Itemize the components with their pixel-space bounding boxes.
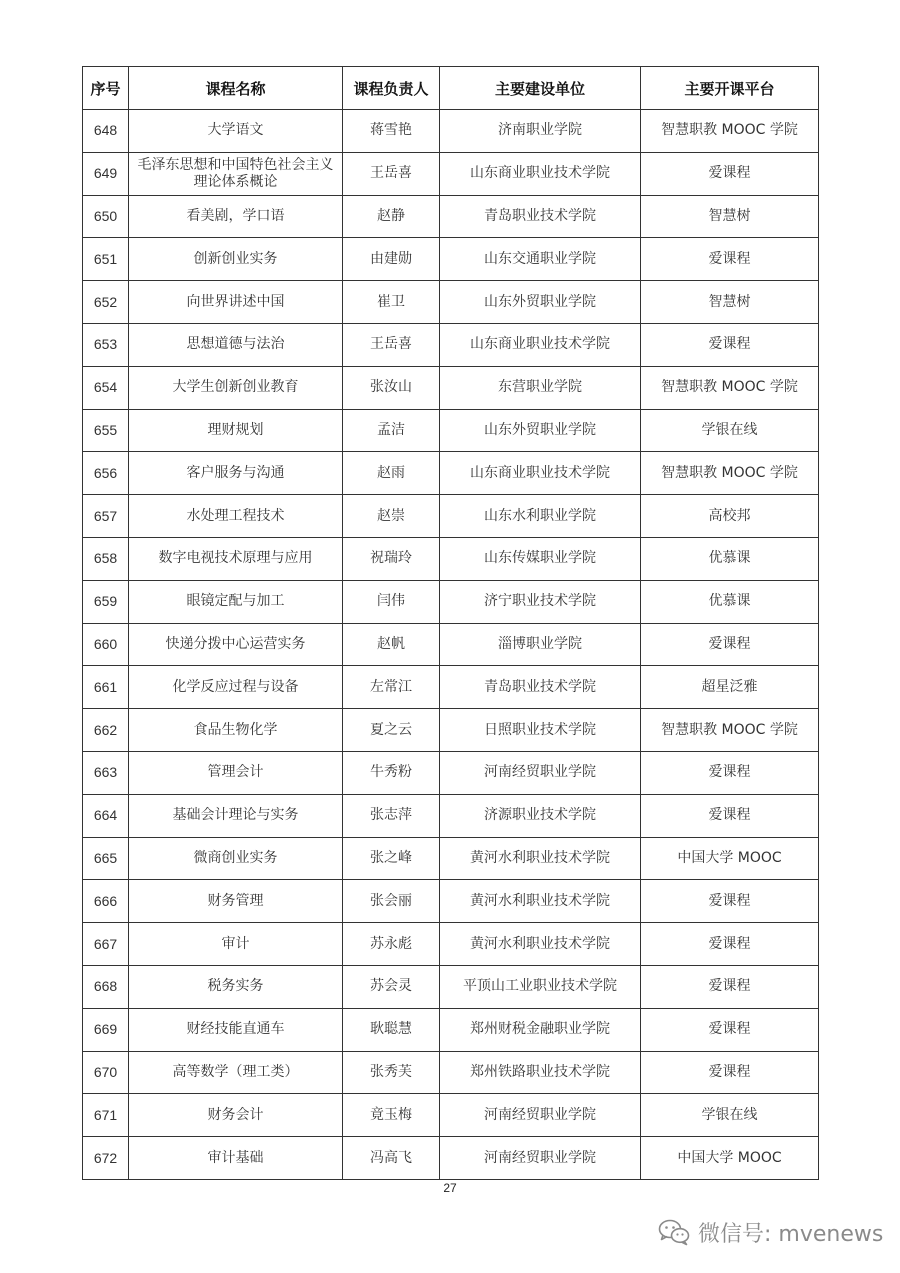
platform: 智慧树: [641, 281, 819, 324]
course-lead: 孟洁: [343, 409, 440, 452]
course-lead: 崔卫: [343, 281, 440, 324]
row-index: 662: [83, 709, 129, 752]
table-row: [83, 923, 819, 966]
table-body: [83, 110, 819, 1180]
platform: 智慧树: [641, 195, 819, 238]
table-row: [83, 880, 819, 923]
course-lead: 王岳喜: [343, 152, 440, 195]
institution: 黄河水利职业技术学院: [440, 837, 641, 880]
course-name: 客户服务与沟通: [129, 452, 343, 495]
platform: 爱课程: [641, 238, 819, 281]
table-row: [83, 281, 819, 324]
table-row: [83, 537, 819, 580]
course-lead: 苏会灵: [343, 965, 440, 1008]
row-index: 665: [83, 837, 129, 880]
institution: 平顶山工业职业技术学院: [440, 965, 641, 1008]
platform: 优慕课: [641, 580, 819, 623]
row-index: 668: [83, 965, 129, 1008]
course-lead: 赵崇: [343, 495, 440, 538]
row-index: 658: [83, 537, 129, 580]
course-name: 审计: [129, 923, 343, 966]
table-row: [83, 794, 819, 837]
header-index: 序号: [83, 67, 129, 110]
platform: 爱课程: [641, 323, 819, 366]
institution: 山东外贸职业学院: [440, 409, 641, 452]
row-index: 654: [83, 366, 129, 409]
course-name: 毛泽东思想和中国特色社会主义理论体系概论: [129, 152, 343, 195]
institution: 山东水利职业学院: [440, 495, 641, 538]
row-index: 653: [83, 323, 129, 366]
course-name: 理财规划: [129, 409, 343, 452]
platform: 爱课程: [641, 880, 819, 923]
course-name: 审计基础: [129, 1137, 343, 1180]
course-name: 财务会计: [129, 1094, 343, 1137]
header-institution: 主要建设单位: [440, 67, 641, 110]
row-index: 656: [83, 452, 129, 495]
table-row: [83, 666, 819, 709]
watermark-text: 微信号: mvenews: [698, 1221, 884, 1247]
course-lead: 牛秀粉: [343, 751, 440, 794]
platform: 爱课程: [641, 794, 819, 837]
course-lead: 耿聪慧: [343, 1008, 440, 1051]
institution: 山东外贸职业学院: [440, 281, 641, 324]
table-row: [83, 623, 819, 666]
course-lead: 张汝山: [343, 366, 440, 409]
platform: 学银在线: [641, 1094, 819, 1137]
table-row: [83, 110, 819, 153]
table-row: [83, 965, 819, 1008]
course-lead: 蒋雪艳: [343, 110, 440, 153]
institution: 山东商业职业技术学院: [440, 323, 641, 366]
institution: 济源职业技术学院: [440, 794, 641, 837]
course-lead: 王岳喜: [343, 323, 440, 366]
platform: 学银在线: [641, 409, 819, 452]
platform: 优慕课: [641, 537, 819, 580]
row-index: 648: [83, 110, 129, 153]
platform: 智慧职教 MOOC 学院: [641, 709, 819, 752]
row-index: 672: [83, 1137, 129, 1180]
table-row: [83, 709, 819, 752]
institution: 河南经贸职业学院: [440, 1137, 641, 1180]
course-name: 基础会计理论与实务: [129, 794, 343, 837]
institution: 东营职业学院: [440, 366, 641, 409]
institution: 济南职业学院: [440, 110, 641, 153]
row-index: 661: [83, 666, 129, 709]
course-name: 管理会计: [129, 751, 343, 794]
row-index: 651: [83, 238, 129, 281]
table-row: [83, 409, 819, 452]
institution: 济宁职业技术学院: [440, 580, 641, 623]
course-name: 微商创业实务: [129, 837, 343, 880]
row-index: 666: [83, 880, 129, 923]
course-lead: 张会丽: [343, 880, 440, 923]
table-row: [83, 580, 819, 623]
course-name: 税务实务: [129, 965, 343, 1008]
course-lead: 张志萍: [343, 794, 440, 837]
institution: 青岛职业技术学院: [440, 195, 641, 238]
table-row: [83, 837, 819, 880]
course-lead: 冯高飞: [343, 1137, 440, 1180]
course-lead: 祝瑞玲: [343, 537, 440, 580]
row-index: 659: [83, 580, 129, 623]
header-course-lead: 课程负责人: [343, 67, 440, 110]
course-name: 创新创业实务: [129, 238, 343, 281]
course-name: 看美剧，学口语: [129, 195, 343, 238]
row-index: 671: [83, 1094, 129, 1137]
course-name: 数字电视技术原理与应用: [129, 537, 343, 580]
header-course-name: 课程名称: [129, 67, 343, 110]
header-platform: 主要开课平台: [641, 67, 819, 110]
institution: 山东商业职业技术学院: [440, 452, 641, 495]
course-lead: 苏永彪: [343, 923, 440, 966]
platform: 智慧职教 MOOC 学院: [641, 110, 819, 153]
row-index: 669: [83, 1008, 129, 1051]
platform: 中国大学 MOOC: [641, 1137, 819, 1180]
table-row: [83, 1008, 819, 1051]
course-name: 思想道德与法治: [129, 323, 343, 366]
institution: 河南经贸职业学院: [440, 1094, 641, 1137]
course-name: 大学语文: [129, 110, 343, 153]
table-row: [83, 1137, 819, 1180]
institution: 山东交通职业学院: [440, 238, 641, 281]
row-index: 657: [83, 495, 129, 538]
wechat-icon: [658, 1218, 690, 1246]
course-lead: 张秀芙: [343, 1051, 440, 1094]
row-index: 649: [83, 152, 129, 195]
course-name: 向世界讲述中国: [129, 281, 343, 324]
platform: 智慧职教 MOOC 学院: [641, 452, 819, 495]
table-row: [83, 1051, 819, 1094]
platform: 爱课程: [641, 751, 819, 794]
institution: 日照职业技术学院: [440, 709, 641, 752]
page-number: 27: [443, 1181, 457, 1195]
table-row: [83, 238, 819, 281]
institution: 黄河水利职业技术学院: [440, 880, 641, 923]
row-index: 667: [83, 923, 129, 966]
platform: 爱课程: [641, 1051, 819, 1094]
row-index: 660: [83, 623, 129, 666]
platform: 爱课程: [641, 152, 819, 195]
platform: 智慧职教 MOOC 学院: [641, 366, 819, 409]
institution: 淄博职业学院: [440, 623, 641, 666]
table-row: [83, 751, 819, 794]
row-index: 663: [83, 751, 129, 794]
course-lead: 张之峰: [343, 837, 440, 880]
course-lead: 闫伟: [343, 580, 440, 623]
course-name: 财务管理: [129, 880, 343, 923]
platform: 中国大学 MOOC: [641, 837, 819, 880]
institution: 山东传媒职业学院: [440, 537, 641, 580]
institution: 河南经贸职业学院: [440, 751, 641, 794]
table-row: [83, 1094, 819, 1137]
table-row: [83, 152, 819, 195]
row-index: 670: [83, 1051, 129, 1094]
course-lead: 由建勋: [343, 238, 440, 281]
platform: 爱课程: [641, 923, 819, 966]
course-lead: 赵帆: [343, 623, 440, 666]
table-header-row: [83, 67, 819, 110]
table-row: [83, 452, 819, 495]
course-name: 财经技能直通车: [129, 1008, 343, 1051]
course-lead: 夏之云: [343, 709, 440, 752]
platform: 爱课程: [641, 623, 819, 666]
course-name: 大学生创新创业教育: [129, 366, 343, 409]
row-index: 652: [83, 281, 129, 324]
platform: 爱课程: [641, 965, 819, 1008]
institution: 郑州财税金融职业学院: [440, 1008, 641, 1051]
institution: 黄河水利职业技术学院: [440, 923, 641, 966]
course-name: 快递分拨中心运营实务: [129, 623, 343, 666]
table-row: [83, 366, 819, 409]
table-row: [83, 495, 819, 538]
row-index: 664: [83, 794, 129, 837]
course-name: 高等数学（理工类）: [129, 1051, 343, 1094]
course-table: [82, 66, 819, 1180]
course-lead: 赵静: [343, 195, 440, 238]
course-name: 化学反应过程与设备: [129, 666, 343, 709]
platform: 超星泛雅: [641, 666, 819, 709]
row-index: 655: [83, 409, 129, 452]
table-row: [83, 323, 819, 366]
platform: 高校邦: [641, 495, 819, 538]
table-row: [83, 195, 819, 238]
platform: 爱课程: [641, 1008, 819, 1051]
institution: 郑州铁路职业技术学院: [440, 1051, 641, 1094]
course-table-container: [82, 66, 818, 1180]
institution: 山东商业职业技术学院: [440, 152, 641, 195]
course-name: 水处理工程技术: [129, 495, 343, 538]
course-name: 食品生物化学: [129, 709, 343, 752]
institution: 青岛职业技术学院: [440, 666, 641, 709]
course-name: 眼镜定配与加工: [129, 580, 343, 623]
course-lead: 左常江: [343, 666, 440, 709]
wechat-watermark: [658, 1212, 883, 1252]
course-lead: 赵雨: [343, 452, 440, 495]
course-lead: 竟玉梅: [343, 1094, 440, 1137]
row-index: 650: [83, 195, 129, 238]
